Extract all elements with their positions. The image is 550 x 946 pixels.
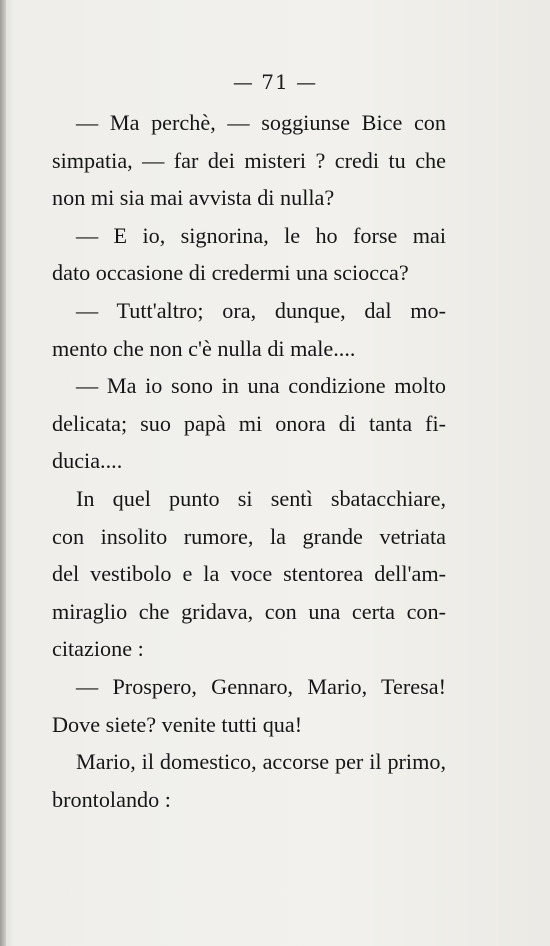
text-line: citazione : xyxy=(52,636,144,662)
text-line: del vestibolo e la voce stentorea dell'am- xyxy=(52,561,446,587)
text-line: delicata; suo papà mi onora di tanta fi- xyxy=(52,410,446,436)
text-line: brontolando : xyxy=(52,786,171,812)
text-line: — Prospero, Gennaro, Mario, Teresa! xyxy=(76,673,446,699)
text-line: non mi sia mai avvista di nulla? xyxy=(52,185,335,211)
text-line: mento che non c'è nulla di male.... xyxy=(52,335,356,361)
text-line: miraglio che gridava, con una certa con- xyxy=(52,598,446,624)
text-line: simpatia, — far dei misteri ? credi tu che xyxy=(52,147,446,173)
text-line: Mario, il domestico, accorse per il primo, xyxy=(76,749,446,775)
text-line: ducia.... xyxy=(52,448,123,474)
text-line: Dove siete? venite tutti qua! xyxy=(52,711,303,737)
text-line: — E io, signorina, le ho forse mai xyxy=(76,222,446,248)
text-line: con insolito rumore, la grande vetriata xyxy=(52,523,446,549)
text-line: In quel punto si sentì sbatacchiare, xyxy=(76,485,446,511)
text-line: dato occasione di credermi una sciocca? xyxy=(52,260,409,286)
text-line: — Ma perchè, — soggiunse Bice con xyxy=(76,110,446,135)
body-text xyxy=(52,104,446,818)
page-number: — 71 — xyxy=(232,70,318,94)
text-line: — Ma io sono in una condizione molto xyxy=(76,373,446,399)
text-line: — Tutt'altro; ora, dunque, dal mo- xyxy=(76,297,446,323)
page-binding-edge xyxy=(0,0,6,946)
